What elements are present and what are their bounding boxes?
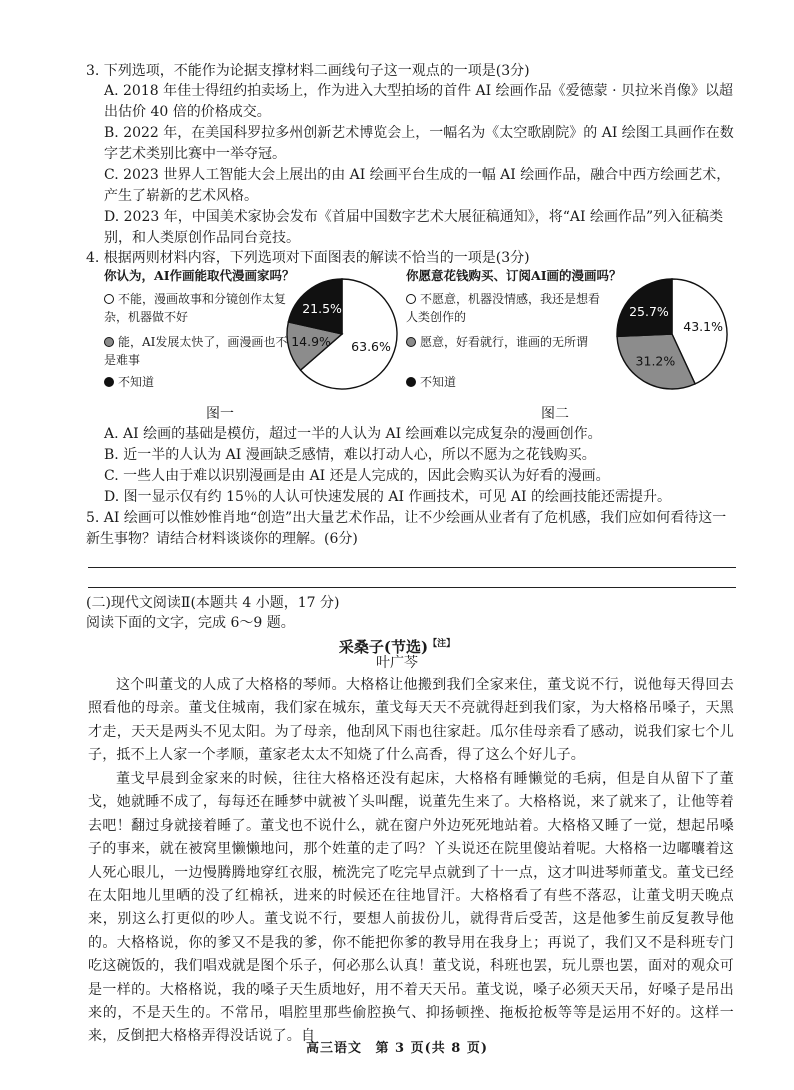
chart1-legend-item [104, 333, 294, 369]
chart1-pie [284, 276, 400, 392]
pie-slice-label: 14.9% [291, 333, 331, 349]
footer-subject: 高三语文 [305, 1041, 362, 1056]
question-4-option-d: D. 图一显示仅有约 15％的人认可快速发展的 AI 作画技术，可见 AI 的绘画技能还需提升。 [104, 489, 671, 505]
chart2-legend-item [406, 290, 611, 326]
chart2-pie [614, 276, 730, 392]
question-4-stem: 4. 根据两则材料内容，下列选项对下面图表的解读不恰当的一项是(3分) [86, 250, 530, 266]
chart1-legend-label: 不能，漫画故事和分镜创作太复杂，机器做不好 [104, 292, 287, 324]
page-footer [0, 1037, 794, 1056]
question-4-option-a: A. AI 绘画的基础是模仿，超过一半的人认为 AI 绘画难以完成复杂的漫画创作。 [104, 426, 602, 442]
article-title-text: 采桑子(节选) [338, 638, 429, 656]
chart1-caption: 图一 [206, 406, 234, 422]
chart2-legend-label: 愿意，好看就行，谁画的无所谓 [420, 335, 589, 349]
pie-slice-label: 31.2% [635, 353, 676, 369]
chart2-legend-label: 不愿意，机器没情感，我还是想看人类创作的 [406, 292, 601, 324]
answer-line[interactable] [88, 587, 736, 588]
section-header: (二)现代文阅读Ⅱ(本题共 4 小题，17 分) [86, 595, 340, 611]
chart2-legend-label: 不知道 [420, 375, 457, 389]
pie-slice-label: 25.7% [629, 303, 669, 319]
question-3-option-a: A. 2018 年佳士得纽约拍卖场上，作为进入大型拍场的首件 AI 绘画作品《爱德蒙 · 贝拉米肖像》以超出估价 40 倍的价格成交。 [104, 83, 733, 120]
question-4-option-b: B. 近一半的人认为 AI 漫画缺乏感情，难以打动人心，所以不愿为之花钱购买。 [104, 447, 596, 463]
pie-slice-label: 63.6% [351, 339, 391, 355]
pie-slice-label: 43.1% [683, 319, 724, 335]
question-3-option-c: C. 2023 世界人工智能大会上展出的由 AI 绘画平台生成的一幅 AI 绘画作品，融合中西方绘画艺术，产生了崭新的艺术风格。 [104, 167, 731, 204]
question-4-option-c: C. 一些人由于难以识别漫画是由 AI 还是人完成的，因此会购买认为好看的漫画。 [104, 468, 610, 484]
question-3-stem: 3. 下列选项，不能作为论据支撑材料二画线句子这一观点的一项是(3分) [86, 63, 530, 79]
question-3-option-d: D. 2023 年，中国美术家协会发布《首届中国数字艺术大展征稿通知》，将“AI 绘画作品”列入征稿类别，和人类原创作品同台竞技。 [104, 209, 724, 246]
pie-slice-label: 21.5% [302, 301, 342, 317]
black-circle-icon [406, 377, 416, 387]
answer-line[interactable] [88, 567, 736, 568]
chart2-legend-item [406, 333, 611, 351]
footer-page-number: 第 3 页(共 8 页) [375, 1041, 489, 1056]
question-3-option-b: B. 2022 年，在美国科罗拉多州创新艺术博览会上，一幅名为《太空歌剧院》的 AI 绘图工具画作在数字艺术类别比赛中一举夺冠。 [104, 125, 734, 162]
question-5-stem: 5. AI 绘画可以惟妙惟肖地“创造”出大量艺术作品，让不少绘画从业者有了危机感，我们应如何看待这一新生事物？请结合材料谈谈你的理解。(6分) [86, 510, 727, 547]
section-instruction: 阅读下面的文字，完成 6～9 题。 [86, 615, 295, 631]
article-paragraph: 董戈早晨到金家来的时候，往往大格格还没有起床，大格格有睡懒觉的毛病，但是自从留下了董戈，她就睡不成了，每每还在睡梦中就被丫头叫醒，说董先生来了。大格格说，来了就来了，让他等着去吧！翻过身就接着睡了。董戈也不说什么，就在窗户外边死死地站着。大格格又睡了一觉，想起吊嗓子的事来，就在被窝里懒懒地问，那个姓董的走了吗？丫头说还在院里傻站着呢。大格格一边嘟囔着这人死心眼儿，一边慢腾腾地穿红衣服，梳洗完了吃完早点就到了十一点，这才叫进琴师董戈。董戈已经在太阳地儿里晒的没了红棉袄，进来的时候还在往地冒汗。大格格看了有些不落忍，让董戈明天晚点来，别这么打更似的吵人。董戈说不行，要想人前拔份儿，就得背后受苦，这是他爹生前反复教导他的。大格格说，你的爹又不是我的爹，你不能把你爹的教导用在我身上；再说了，我们又不是科班专门吃这碗饭的，我们唱戏就是图个乐子，何必那么认真！董戈说，科班也罢，玩儿票也罢，面对的观众可是一样的。大格格说，我的嗓子天生质地好，用不着天天吊。董戈说，嗓子必须天天吊，好嗓子是吊出来的，不是天生的。不常吊，唱腔里那些偷腔换气、抑扬顿挫、拖板抢板等等是运用不好的。这样一来，反倒把大格格弄得没话说了。自 [88, 771, 734, 1045]
white-circle-icon [406, 294, 416, 304]
chart1-legend-label: 能，AI发展太快了，画漫画也不是难事 [104, 335, 288, 367]
white-circle-icon [104, 294, 114, 304]
gray-circle-icon [406, 337, 416, 347]
article-paragraph: 这个叫董戈的人成了大格格的琴师。大格格让他搬到我们全家来住，董戈说不行，说他每天得回去照看他的母亲。董戈住城南，我们家在城东，董戈每天天不亮就得赶到我们家，为大格格吊嗓子，天黑才走，天天是两头不见太阳。为了母亲，他刮风下雨也往家赶。瓜尔佳母亲看了感动，说我们家七个儿子，抵不上人家一个孝顺，董家老太太不知烧了什么高香，得了这么个好儿子。 [88, 677, 734, 764]
chart2-legend-item [406, 373, 611, 391]
chart1-title: 你认为，AI作画能取代漫画家吗？ [104, 268, 295, 283]
gray-circle-icon [104, 337, 114, 347]
chart1-legend-label: 不知道 [118, 375, 155, 389]
chart2-caption: 图二 [541, 406, 569, 422]
chart2-title: 你愿意花钱购买、订阅AI画的漫画吗？ [406, 268, 622, 283]
article-title-note: 【注】 [428, 639, 456, 649]
chart1-legend-item [104, 373, 294, 391]
article-author: 叶广芩 [376, 655, 418, 671]
black-circle-icon [104, 377, 114, 387]
chart1-legend-item [104, 290, 294, 326]
